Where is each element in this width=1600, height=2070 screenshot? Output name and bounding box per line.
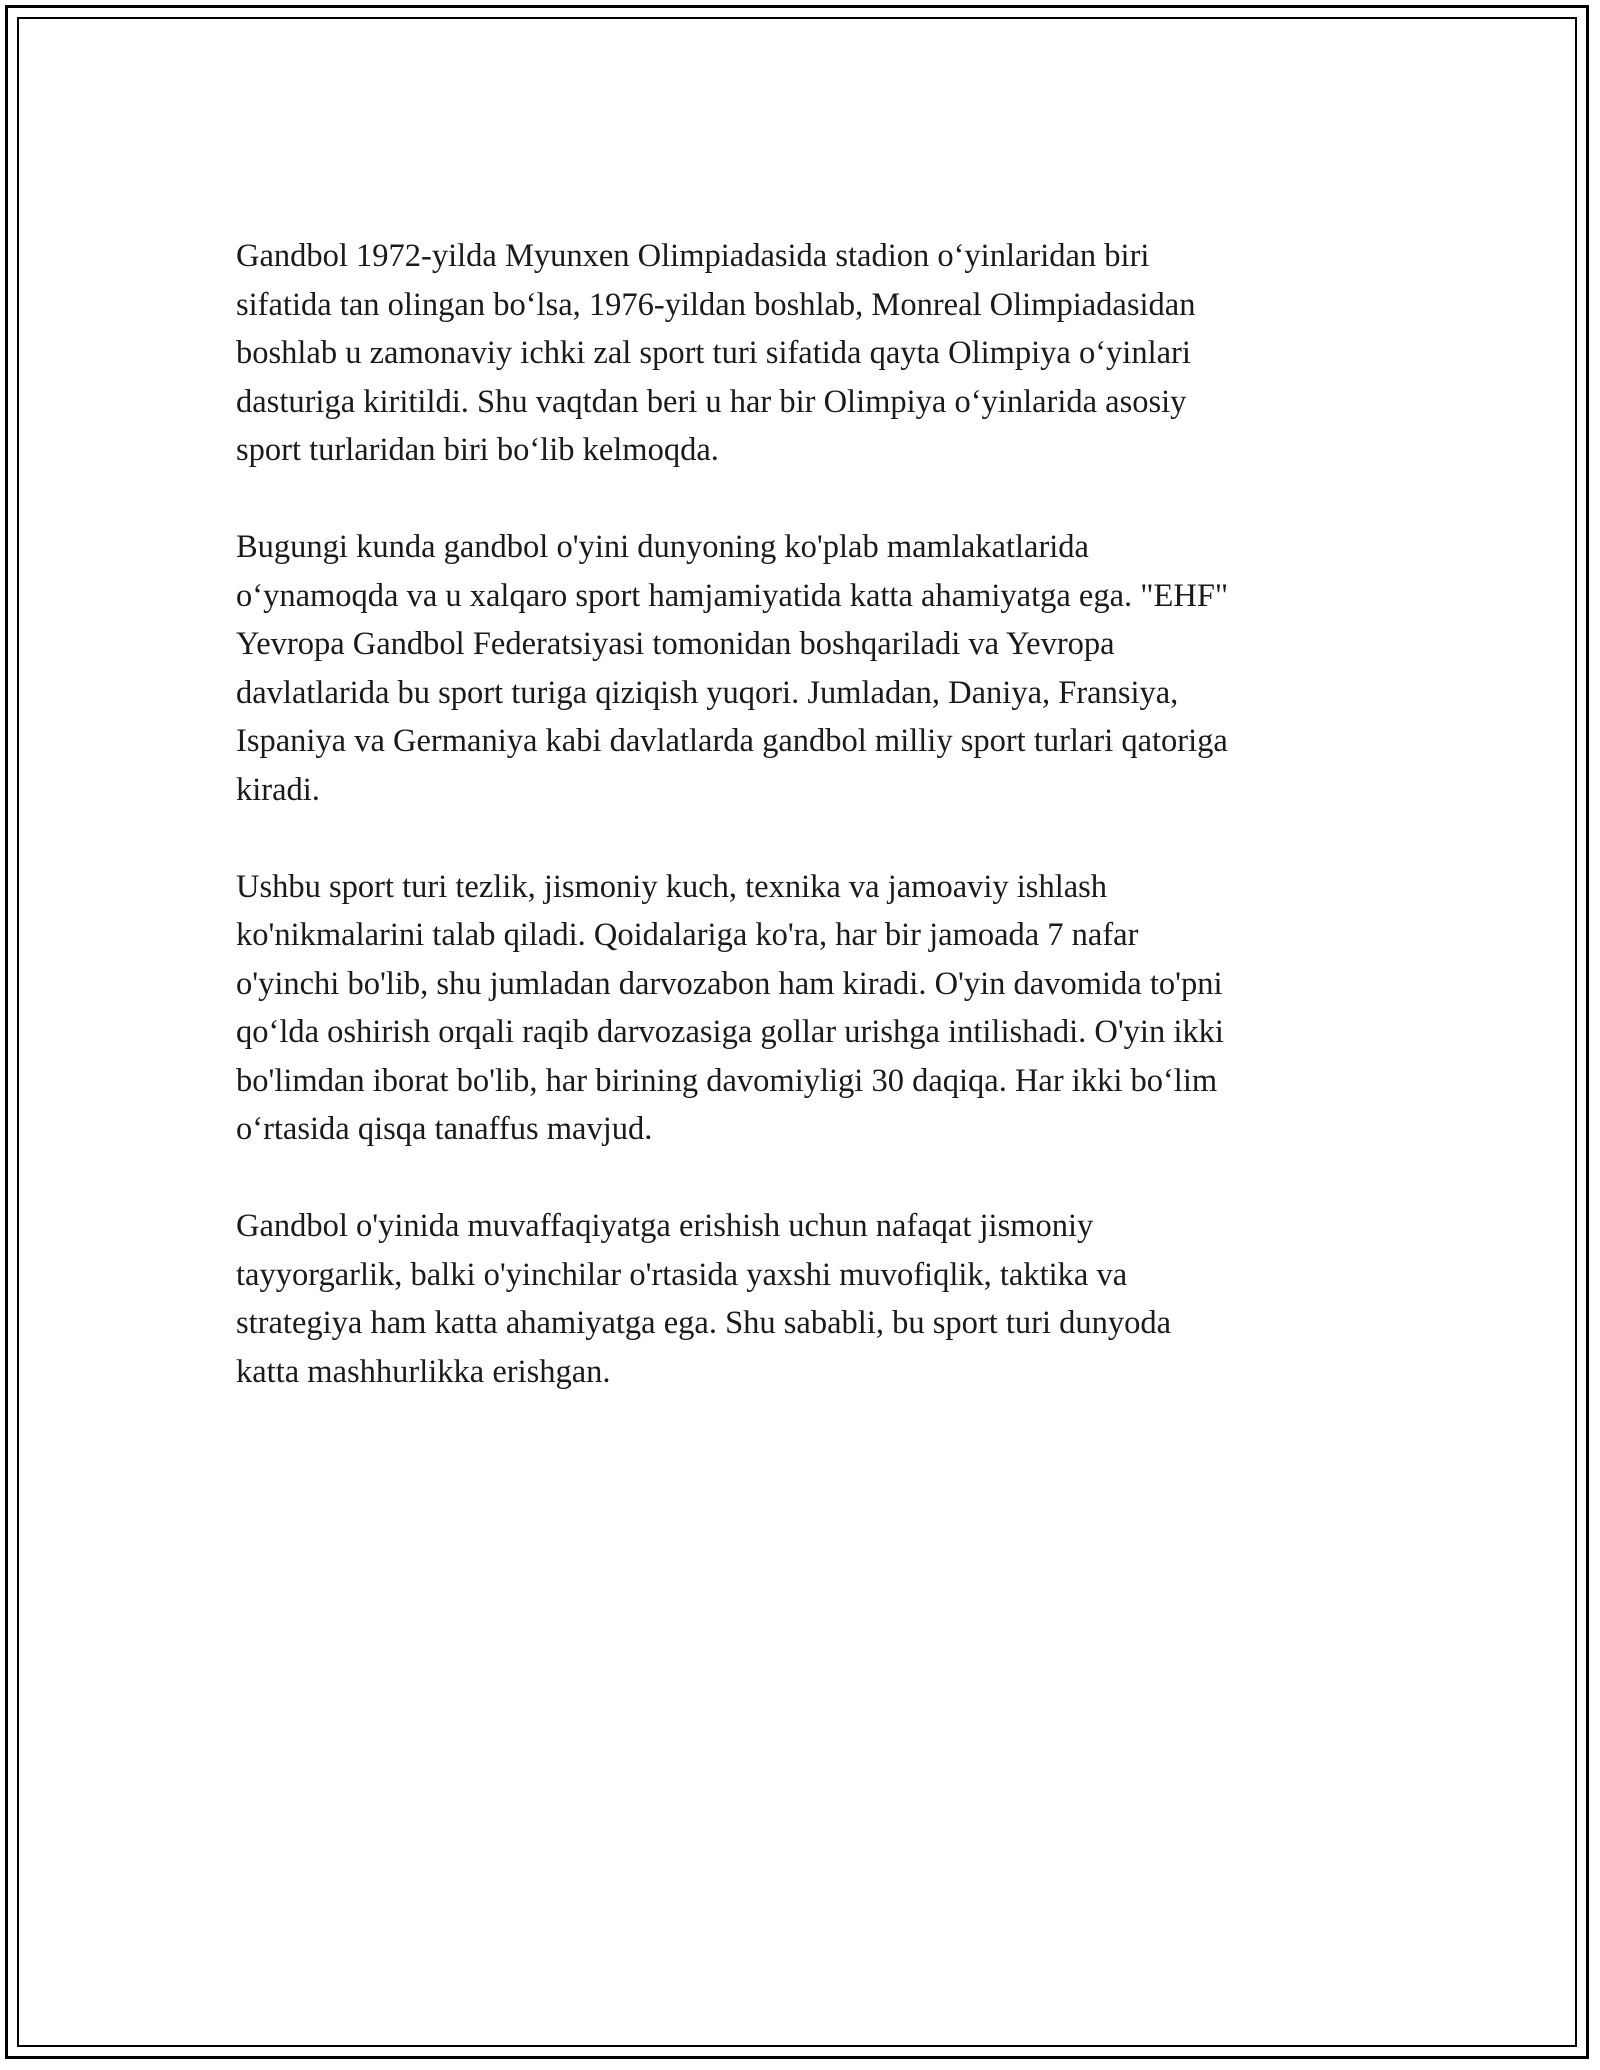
text-line: dasturiga kiritildi. Shu vaqtdan beri u har bir Olimpiya o‘yinlarida asosiy [236,383,1187,420]
text-line: davlatlarida bu sport turiga qiziqish yuqori. Jumladan, Daniya, Fransiya, [236,674,1179,711]
text-line: o‘ynamoqda va u xalqaro sport hamjamiyatida katta ahamiyatga ega. "EHF" [236,577,1229,614]
paragraph-success-factors [236,1202,1366,1396]
text-line: tayyorgarlik, balki o'yinchilar o'rtasida yaxshi muvofiqlik, taktika va [236,1256,1128,1293]
text-line: boshlab u zamonaviy ichki zal sport turi sifatida qayta Olimpiya o‘yinlari [236,335,1191,371]
text-line: strategiya ham katta ahamiyatga ega. Shu sababli, bu sport turi dunyoda [236,1305,1172,1341]
text-line: Yevropa Gandbol Federatsiyasi tomonidan boshqariladi va Yevropa [236,626,1115,662]
text-line: ko'nikmalarini talab qiladi. Qoidalariga ko'ra, har bir jamoada 7 nafar [236,917,1139,953]
text-line: Ispaniya va Germaniya kabi davlatlarda gandbol milliy sport turlari qatoriga [236,723,1228,759]
text-line: sport turlaridan biri bo‘lib kelmoqda. [236,432,719,468]
text-line: bo'limdan iborat bo'lib, har birining davomiyligi 30 daqiqa. Har ikki bo‘lim [236,1062,1218,1099]
paragraph-international-popularity [236,523,1366,814]
text-line: Ushbu sport turi tezlik, jismoniy kuch, texnika va jamoaviy ishlash [236,868,1108,905]
text-line: qo‘lda oshirish orqali raqib darvozasiga gollar urishga intilishadi. O'yin ikki [236,1014,1224,1050]
text-line: Gandbol o'yinida muvaffaqiyatga erishish uchun nafaqat jismoniy [236,1208,1094,1244]
text-line: Gandbol 1972-yilda Myunxen Olimpiadasida stadion o‘yinlaridan biri [236,238,1150,274]
text-line: Bugungi kunda gandbol o'yini dunyoning ko'plab mamlakatlarida [236,529,1089,565]
text-line: sifatida tan olingan bo‘lsa, 1976-yildan boshlab, Monreal Olimpiadasidan [236,286,1196,323]
paragraph-game-rules [236,863,1366,1154]
text-line: katta mashhurlikka erishgan. [236,1353,611,1390]
text-line: kiradi. [236,771,320,808]
text-line: o'yinchi bo'lib, shu jumladan darvozabon ham kiradi. O'yin davomida to'pni [236,965,1223,1002]
document-body [236,232,1366,1445]
text-line: o‘rtasida qisqa tanaffus mavjud. [236,1111,653,1147]
paragraph-olympic-history [236,232,1366,475]
